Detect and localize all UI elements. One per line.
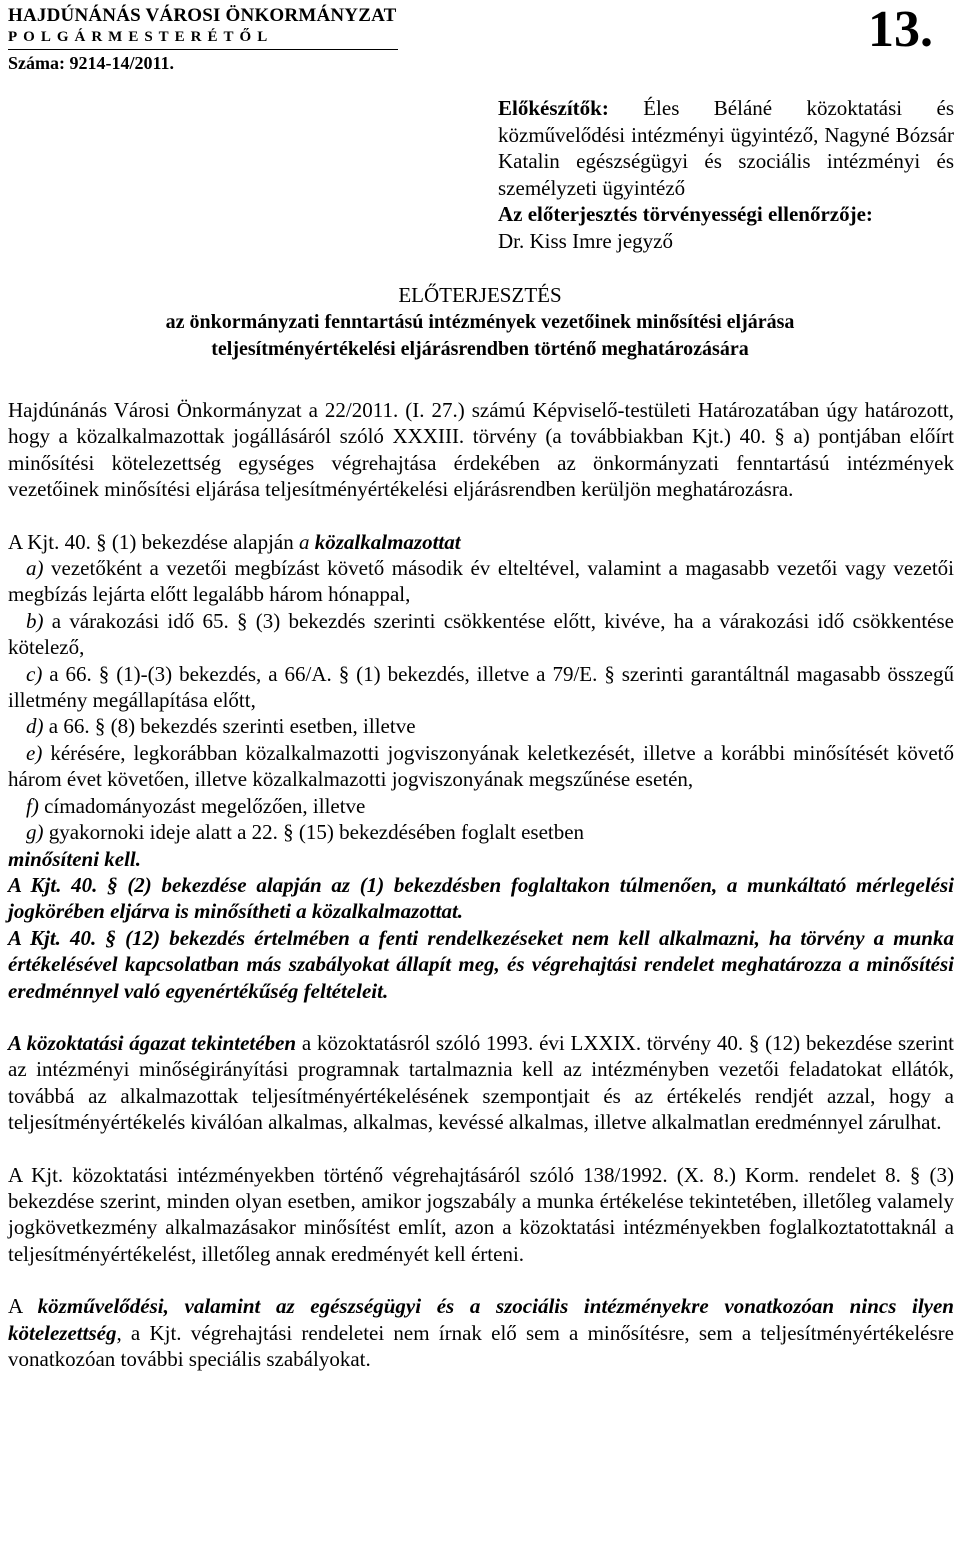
organization-name: HAJDÚNÁNÁS VÁROSI ÖNKORMÁNYZAT <box>8 5 397 26</box>
list-item-a: a) vezetőként a vezetői megbízást követő második év elteltével, valamint a magasabb vezetői vagy vezetői megbízás lejárta előtt legalább három hónappal, <box>8 556 954 607</box>
paragraph-education: A közoktatási ágazat tekintetében a közoktatásról szóló 1993. évi LXXIX. törvény 40. § (12) bekezdése szerint az intézményi minőségirányítási programnak tartalmaznia kell az intézményben vezetői feladatokat ellátók, továbbá az alkalmazottak teljesítményértékelésének szempontjait és az értékelés rendjét azzal, hogy a teljesítményértékelés kiválóan alkalmas, alkalmas, kevéssé alkalmas, illetve alkalmatlan eredménnyel zárulhat. <box>8 1030 955 1135</box>
list-item-g: g) gyakornoki ideje alatt a 22. § (15) bekezdésében foglalt esetben <box>26 820 585 845</box>
list-item-e: e) kérésére, legkorábban közalkalmazotti jogviszonyának keletkezését, illetve a korábbi minősítését követő három évet követően, illetve közalkalmazotti jogviszonyának megszűnése esetén, <box>8 740 954 792</box>
subject-block <box>0 282 960 363</box>
document-kind: ELŐTERJESZTÉS <box>398 283 562 307</box>
letterhead <box>8 4 398 74</box>
list-item-b: b) a várakozási idő 65. § (3) bekezdés szerinti csökkentése előtt, kivéve, ha a várakozási idő csökkentése kötelező, <box>8 608 954 660</box>
must-qualify: minősíteni kell. <box>8 846 142 871</box>
controller-name: Dr. Kiss Imre jegyző <box>498 228 673 253</box>
agenda-number: 13. <box>868 1 933 58</box>
document-body <box>8 397 954 1372</box>
list-item-c: c) a 66. § (1)-(3) bekezdés, a 66/A. § (1) bekezdés, illetve a 79/E. § szerinti garantáltnál magasabb összegű illetmény megállapítása előtt, <box>8 661 954 713</box>
list-item-f: f) címadományozást megelőzően, illetve <box>26 793 366 818</box>
emphasis-employee: közalkalmazottat <box>314 529 461 554</box>
paragraph-govt-decree: A Kjt. közoktatási intézményekben történő végrehajtásáról szóló 138/1992. (X. 8.) Korm. rendelet 8. § (3) bekezdése szerint, minden olyan esetben, amikor jogszabály a munka értékelése tekintetében, illetőleg valamely jogkövetkezmény alkalmazásakor minősítést említ, azon a közoktatási intézményekben foglalkoztatottaknál a teljesítményértékelést, illetőleg annak eredményét kell érteni. <box>8 1162 954 1266</box>
paragraph-kjt-40-2: A Kjt. 40. § (2) bekezdése alapján az (1) bekezdésben foglaltakon túlmenően, a munkáltató mérlegelési jogkörében eljárva is minősítheti a közalkalmazottat. <box>8 872 954 924</box>
preparers-text <box>498 95 954 201</box>
paragraph-culture-health-social: A közművelődési, valamint az egészségügyi és a szociális intézményekre vonatkozóan nincs ilyen kötelezettség, a Kjt. végrehajtási rendeletei nem írnak elő sem a minősítésre, sem a teljesítményértékelésre vonatkozóan további speciális szabályokat. <box>8 1294 954 1371</box>
paragraph-kjt-40-1: A Kjt. 40. § (1) bekezdése alapján a közalkalmazottat <box>8 529 461 554</box>
reference-label: Száma: <box>8 53 65 73</box>
list-item-d: d) a 66. § (8) bekezdés szerinti esetben, illetve <box>26 714 416 739</box>
paragraph-kjt-40-12: A Kjt. 40. § (12) bekezdés értelmében a fenti rendelkezéseket nem kell alkalmazni, ha törvény a munka értékelésével kapcsolatban más szabályokat állapít meg, és végrehajtási rendelet meghatározza a minősítési eredménnyel való egyenértékűség feltételeit. <box>8 925 954 1003</box>
reference-number <box>8 49 398 74</box>
preparers-block <box>498 95 954 254</box>
controller-label: Az előterjesztés törvényességi ellenőrzője: <box>498 202 873 226</box>
paragraph-intro: Hajdúnánás Városi Önkormányzat a 22/2011. (I. 27.) számú Képviselő-testületi Határozatában úgy határozott, hogy a közalkalmazottak jogállásáról szóló XXXIII. törvény (a továbbiakban Kjt.) 40. § a) pontjában előírt minősítési kötelezettség egységes végrehajtása érdekében az önkormányzati fenntartású intézmények vezetőinek minősítési eljárása teljesítményértékelési eljárásrendben kerüljön meghatározásra. <box>8 398 954 502</box>
preparers-label: Előkészítők: <box>498 96 609 120</box>
subject-line-1: az önkormányzati fenntartású intézmények vezetőinek minősítési eljárása <box>165 311 795 333</box>
preparers-names: Éles Béláné közoktatási és közművelődési intézményi ügyintéző, Nagyné Bózsár Katalin egészségügyi és szociális intézményi és személyzeti ügyintéző <box>498 96 954 200</box>
subject-line-2: teljesítményértékelési eljárásrendben történő meghatározására <box>211 338 749 360</box>
reference-value: 9214-14/2011. <box>69 53 175 73</box>
office-name: POLGÁRMESTERÉTŐL <box>8 29 274 45</box>
